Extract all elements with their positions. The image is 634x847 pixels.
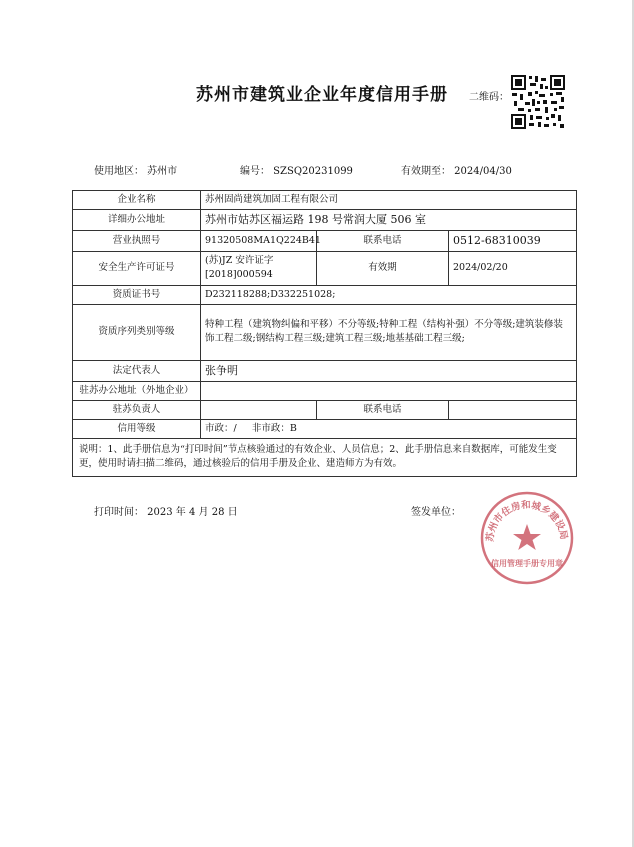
legal-rep-value: 张争明 [201, 360, 577, 381]
svg-text:苏州市住房和城乡建设局: 苏州市住房和城乡建设局 [484, 499, 570, 543]
legal-rep-label: 法定代表人 [73, 360, 201, 381]
official-seal-icon [479, 490, 575, 586]
note-text: 说明：1、此手册信息为“打印时间”节点核验通过的有效企业、人员信息；2、此手册信息来自数据库，可能发生变更，使用时请扫描二维码，通过核验后的信用手册及企业、建造师方为有效。 [73, 438, 577, 476]
address-label: 详细办公地址 [73, 209, 201, 230]
branch-address-label: 驻苏办公地址（外地企业） [73, 381, 201, 400]
credit-info-table [72, 190, 577, 477]
company-name-label: 企业名称 [73, 191, 201, 210]
branch-address-value [201, 381, 577, 400]
qualification-seq-label: 资质序列类别等级 [73, 304, 201, 360]
company-name: 苏州固尚建筑加固工程有限公司 [201, 191, 577, 210]
valid-until: 有效期至： 2024/04/30 [401, 166, 512, 177]
safety-license-label: 安全生产许可证号 [73, 251, 201, 285]
qualification-seq-value: 特种工程（建筑物纠偏和平移）不分等级;特种工程（结构补强）不分等级;建筑装修装饰工程二级;钢结构工程三级;建筑工程三级;地基基础工程三级; [201, 304, 577, 360]
qr-code-label: 二维码： [469, 92, 509, 103]
address-value: 苏州市姑苏区福运路 198 号常润大厦 506 室 [201, 209, 577, 230]
safety-valid-label: 有效期 [317, 251, 449, 285]
safety-valid-value: 2024/02/20 [449, 251, 577, 285]
branch-head-label: 驻苏负责人 [73, 400, 201, 419]
svg-text:信用管理手册专用章: 信用管理手册专用章 [491, 559, 563, 568]
license-label: 营业执照号 [73, 230, 201, 251]
branch-phone-value [449, 400, 577, 419]
credit-rating-value [201, 419, 577, 438]
credit-rating-label: 信用等级 [73, 419, 201, 438]
issuing-unit-label: 签发单位： [411, 507, 461, 518]
branch-phone-label: 联系电话 [317, 400, 449, 419]
credit-noncity: 非市政：B [251, 422, 297, 434]
qualification-cert-value: D232118288;D332251028; [201, 285, 577, 304]
license-value: 91320508MA1Q224B41 [201, 230, 317, 251]
document-number: 编号： SZSQ20231099 [240, 166, 353, 177]
page-title: 苏州市建筑业企业年度信用手册 [196, 85, 448, 105]
print-time: 打印时间： 2023 年 4 月 28 日 [94, 507, 238, 518]
credit-city: 市政：/ [205, 422, 237, 434]
usage-area: 使用地区： 苏州市 [94, 166, 178, 177]
phone-value: 0512-68310039 [449, 230, 577, 251]
phone-label: 联系电话 [317, 230, 449, 251]
qr-code-icon[interactable] [510, 74, 566, 130]
safety-license-value: (苏)JZ 安许证字 [2018]000594 [201, 251, 317, 285]
qualification-cert-label: 资质证书号 [73, 285, 201, 304]
branch-head-value [201, 400, 317, 419]
